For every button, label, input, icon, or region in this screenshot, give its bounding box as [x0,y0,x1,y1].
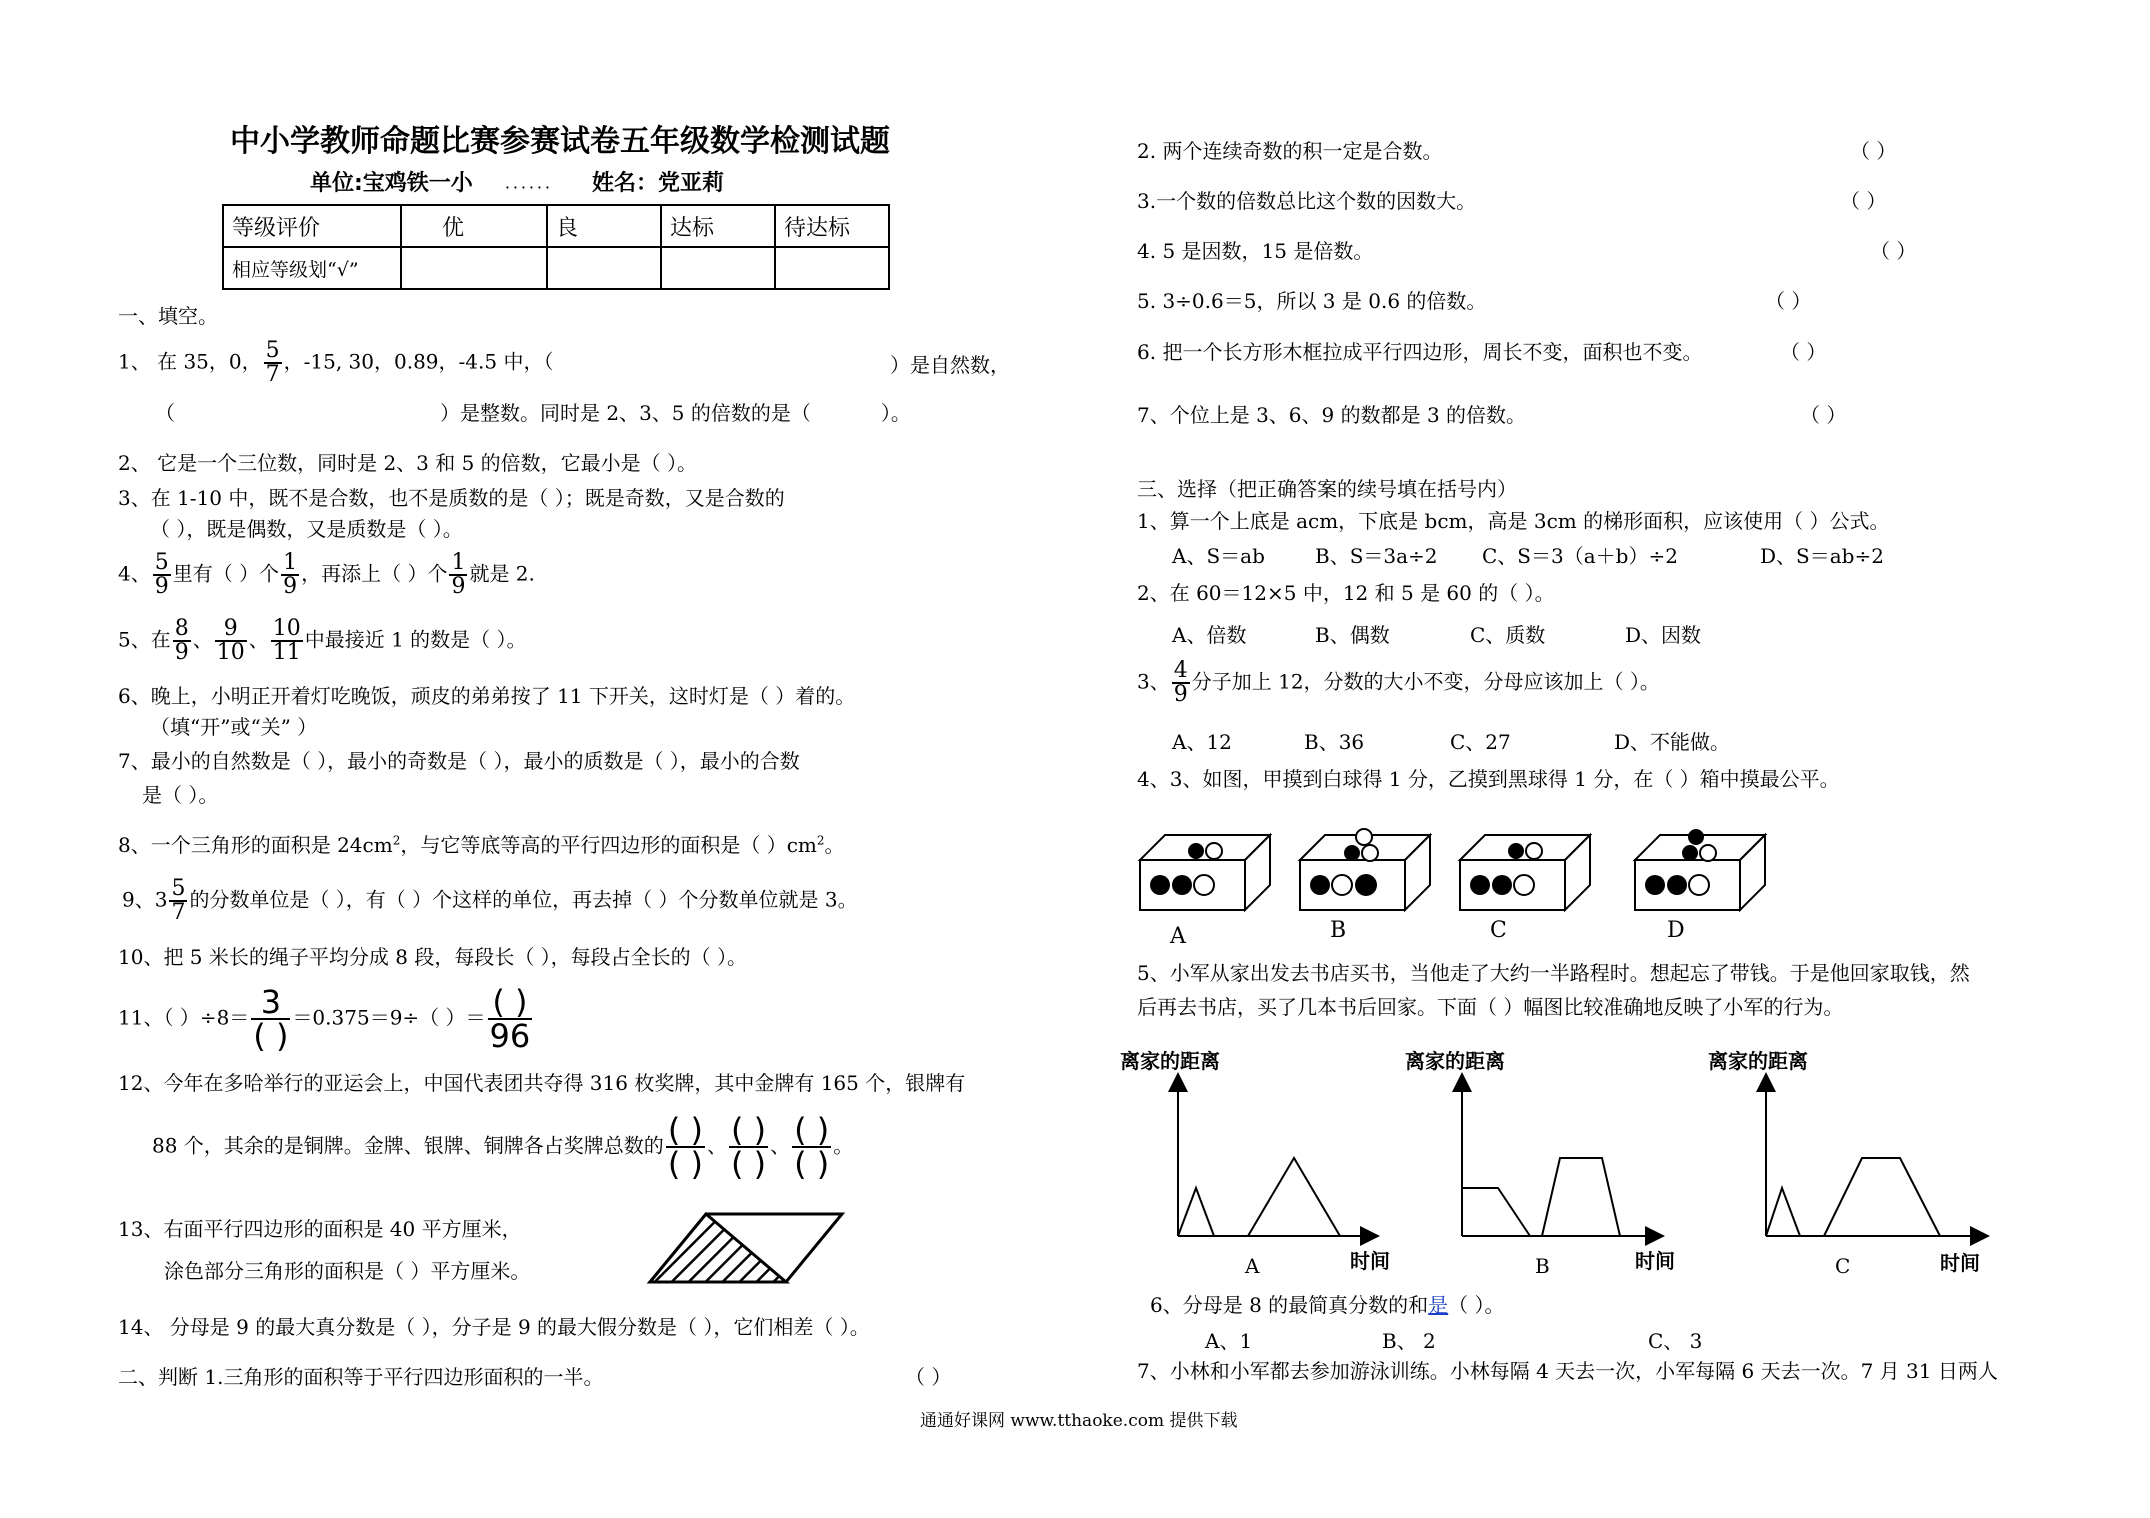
choice-3: 3、 $\frac{4}{9}$ 分子加上 12，分数的大小不变，分母应该加上（ ）。 [1137,658,1660,707]
fraction: $\frac{3}{( )}$ [253,983,289,1055]
grade-cell-good[interactable] [547,247,661,289]
choice-5-line-1: 5、小军从家出发去书店买书，当他走了大约一半路程时。想起忘了带钱。于是他回家取钱，然 [1137,961,1970,985]
section-2-paren: （ ） [905,1365,952,1389]
question-11: 11、（ ）÷8＝ $\frac{3}{( )}$ ＝0.375＝9÷（ ）＝ $\frac{( )}{96}$ [118,983,531,1055]
distance-graphs-figure [1110,1040,1990,1280]
question-14: 14、 分母是 9 的最大真分数是（ ），分子是 9 的最大假分数是（ ），它们相差（ ）。 [118,1315,870,1339]
graph-b-trip-1 [1462,1188,1530,1236]
judge-4-paren: （ ） [1870,239,1917,263]
fraction: $\frac{( )}{96}$ [489,983,531,1055]
choice-6-option-a: A、1 [1205,1329,1253,1353]
question-7-line-2: 是（ ）。 [142,783,219,807]
graph-a [1120,1049,1390,1278]
graph-y-label: 离家的距离 [1120,1049,1220,1073]
graph-x-label: 时间 [1350,1249,1390,1273]
section-1-heading: 一、填空。 [118,304,218,328]
question-13-line-1: 13、右面平行四边形的面积是 40 平方厘米， [118,1217,522,1241]
graph-x-label: 时间 [1940,1251,1980,1275]
graph-a-trip-1 [1178,1188,1214,1236]
question-12-line-1: 12、今年在多哈举行的亚运会上，中国代表团共夺得 316 枚奖牌，其中金牌有 165 个，银牌有 [118,1071,966,1095]
box-a [1140,835,1270,910]
question-7-line-1: 7、最小的自然数是（ ），最小的奇数是（ ），最小的质数是（ ），最小的合数 [118,749,800,773]
fraction: $\frac{( )}{( )}$ [730,1111,767,1183]
question-4: 4、 $\frac{5}{9}$ 里有（ ）个 $\frac{1}{9}$ ，再添上（ ）个 $\frac{1}{9}$ 就是 2. [118,550,535,599]
box-b [1300,829,1430,910]
choice-1: 1、算一个上底是 acm，下底是 bcm，高是 3cm 的梯形面积，应该使用（ ）公式。 [1137,509,1890,533]
judge-6: 6. 把一个长方形木框拉成平行四边形，周长不变，面积也不变。 [1137,340,1703,364]
fraction: $\frac{1}{9}$ [451,550,466,599]
grade-head-cell: 良 [547,205,661,247]
judge-5-paren: （ ） [1765,289,1812,313]
fraction: $\frac{10}{11}$ [272,616,301,665]
question-2: 2、 它是一个三位数，同时是 2、3 和 5 的倍数，它最小是（ ）。 [118,451,698,475]
box-d [1635,829,1765,910]
fraction: $\frac{( )}{( )}$ [667,1111,703,1183]
judge-3-paren: （ ） [1840,189,1887,213]
box-label: C [1490,918,1507,943]
fraction: $\frac{4}{9}$ [1173,658,1188,707]
choice-1-option-b: B、S＝3a÷2 [1315,544,1438,568]
question-1-tail: ）是自然数， [890,353,1010,377]
judge-2-paren: （ ） [1850,139,1897,163]
section-2-heading: 二、判断 1.三角形的面积等于平行四边形面积的一半。 [118,1365,604,1389]
question-1-line-2: ）是整数。同时是 2、3、5 的倍数的是（ ）。 [440,401,911,425]
judge-7: 7、个位上是 3、6、9 的数都是 3 的倍数。 [1137,403,1527,427]
choice-2-option-c: C、质数 [1470,623,1546,647]
graph-y-label: 离家的距离 [1708,1049,1808,1073]
grade-cell-excellent[interactable] [401,247,547,289]
box-c [1460,835,1590,910]
judge-5: 5. 3÷0.6＝5，所以 3 是 0.6 的倍数。 [1137,289,1487,313]
parallelogram-figure [640,1210,850,1285]
question-9: 9、3 $\frac{5}{7}$ 的分数单位是（ ），有（ ）个这样的单位，再去掉（ ）个分数单位就是 3。 [122,876,858,925]
box-label: A [1170,924,1186,945]
box-label: D [1667,918,1685,943]
choice-6-option-c: C、 3 [1648,1329,1703,1353]
question-3-line-2: （ ），既是偶数，又是质数是（ ）。 [150,517,463,541]
graph-y-label: 离家的距离 [1405,1049,1505,1073]
choice-3-option-d: D、不能做。 [1614,730,1731,754]
judge-7-paren: （ ） [1800,403,1847,427]
judge-4: 4. 5 是因数，15 是倍数。 [1137,239,1374,263]
grade-table-row [223,247,889,289]
choice-5-line-2: 后再去书店，买了几本书后回家。下面（ ）幅图比较准确地反映了小军的行为。 [1137,995,1844,1019]
choice-6-option-b: B、 2 [1382,1329,1436,1353]
box-label: B [1330,918,1347,943]
question-10: 10、把 5 米长的绳子平均分成 8 段，每段长（ ），每段占全长的（ ）。 [118,945,748,969]
choice-7: 7、小林和小军都去参加游泳训练。小林每隔 4 天去一次，小军每隔 6 天去一次。7 月 31 日两人 [1137,1359,1998,1383]
graph-c-trip-1 [1766,1188,1800,1236]
grade-cell-pass[interactable] [661,247,775,289]
choice-2-option-a: A、倍数 [1172,623,1247,647]
choice-6: 6、分母是 8 的最简真分数的和是（ ）。 [1150,1293,1505,1317]
fraction: $\frac{5}{7}$ [171,876,186,925]
grade-table [222,204,890,290]
name-label: 姓名：党亚莉 [592,171,725,196]
question-8: 8、一个三角形的面积是 $24cm^2$，与它等底等高的平行四边形的面积是（ ）$cm^2$。 [118,833,845,857]
footer: 通通好课网 www.tthaoke.com 提供下载 [920,1411,1238,1431]
choice-1-option-a: A、S＝ab [1172,544,1265,568]
choice-2: 2、在 60＝12×5 中，12 和 5 是 60 的（ ）。 [1137,581,1555,605]
choice-2-option-b: B、偶数 [1315,623,1390,647]
grade-head-cell: 待达标 [775,205,889,247]
ball-boxes-figure [1130,815,1790,945]
grade-head-cell: 达标 [661,205,775,247]
fraction: $\frac{1}{9}$ [283,550,298,599]
page-title: 中小学教师命题比赛参赛试卷五年级数学检测试题 [230,124,890,159]
question-13-line-2: 涂色部分三角形的面积是（ ）平方厘米。 [164,1259,531,1283]
graph-label: B [1535,1254,1550,1278]
question-12-line-2: 88 个，其余的是铜牌。金牌、银牌、铜牌各占奖牌总数的 $\frac{( )}{( )}$ 、 $\frac{( )}{( )}$ 、 $\frac{( )}{( )}$ 。 [152,1111,854,1183]
choice-3-option-b: B、36 [1304,730,1365,754]
judge-3: 3.一个数的倍数总比这个数的因数大。 [1137,189,1477,213]
graph-label: A [1245,1254,1260,1278]
unit-label: 单位:宝鸡铁一小 [310,171,473,196]
graph-a-trip-2 [1248,1158,1340,1236]
choice-2-option-d: D、因数 [1625,623,1702,647]
graph-x-label: 时间 [1635,1249,1675,1273]
fraction: $\frac{5}{9}$ [154,550,169,599]
graph-b-trip-2 [1542,1158,1620,1236]
graph-label: C [1835,1254,1851,1278]
dots: ．．．．．． [505,173,562,192]
grade-head-cell: 优 [401,205,547,247]
grade-head-cell: 等级评价 [223,205,401,247]
choice-3-option-c: C、27 [1450,730,1511,754]
graph-c [1708,1049,1980,1278]
grade-cell-pending[interactable] [775,247,889,289]
fraction: $\frac{9}{10}$ [216,616,245,665]
grade-table-head [223,205,889,247]
fraction: $\frac{( )}{( )}$ [794,1111,830,1183]
question-3-line-1: 3、在 1-10 中，既不是合数，也不是质数的是（ ）；既是奇数，又是合数的 [118,486,785,510]
choice-6-link[interactable]: 是 [1428,1293,1449,1317]
question-1-paren: （ [155,401,175,425]
section-3-heading: 三、选择（把正确答案的续号填在括号内） [1137,477,1517,501]
fraction: $\frac{8}{9}$ [174,616,189,665]
question-5: 5、在 $\frac{8}{9}$ 、 $\frac{9}{10}$ 、 $\frac{10}{11}$ 中最接近 1 的数是（ ）。 [118,616,527,665]
judge-2: 2. 两个连续奇数的积一定是合数。 [1137,139,1443,163]
choice-1-option-d: D、S＝ab÷2 [1760,544,1884,568]
choice-1-option-c: C、S＝3（a＋b）÷2 [1482,544,1678,568]
graph-c-trip-2 [1824,1158,1940,1236]
question-1-line-1: 1、 在 35，0， $\frac{5}{7}$ ，-15, 30，0.89，-4.5 中，（ [118,338,554,387]
question-6-line-2: （填“开”或“关” ） [150,715,318,739]
choice-4: 4、3、如图，甲摸到白球得 1 分，乙摸到黑球得 1 分，在（ ）箱中摸最公平。 [1137,767,1840,791]
fraction: $\frac{5}{7}$ [265,338,280,387]
choice-3-option-a: A、12 [1172,730,1232,754]
graph-b [1405,1049,1675,1278]
judge-6-paren: （ ） [1780,340,1827,364]
grade-row-label: 相应等级划“√” [223,247,401,289]
question-6-line-1: 6、晚上，小明正开着灯吃晚饭，顽皮的弟弟按了 11 下开关，这时灯是（ ）着的。 [118,684,856,708]
